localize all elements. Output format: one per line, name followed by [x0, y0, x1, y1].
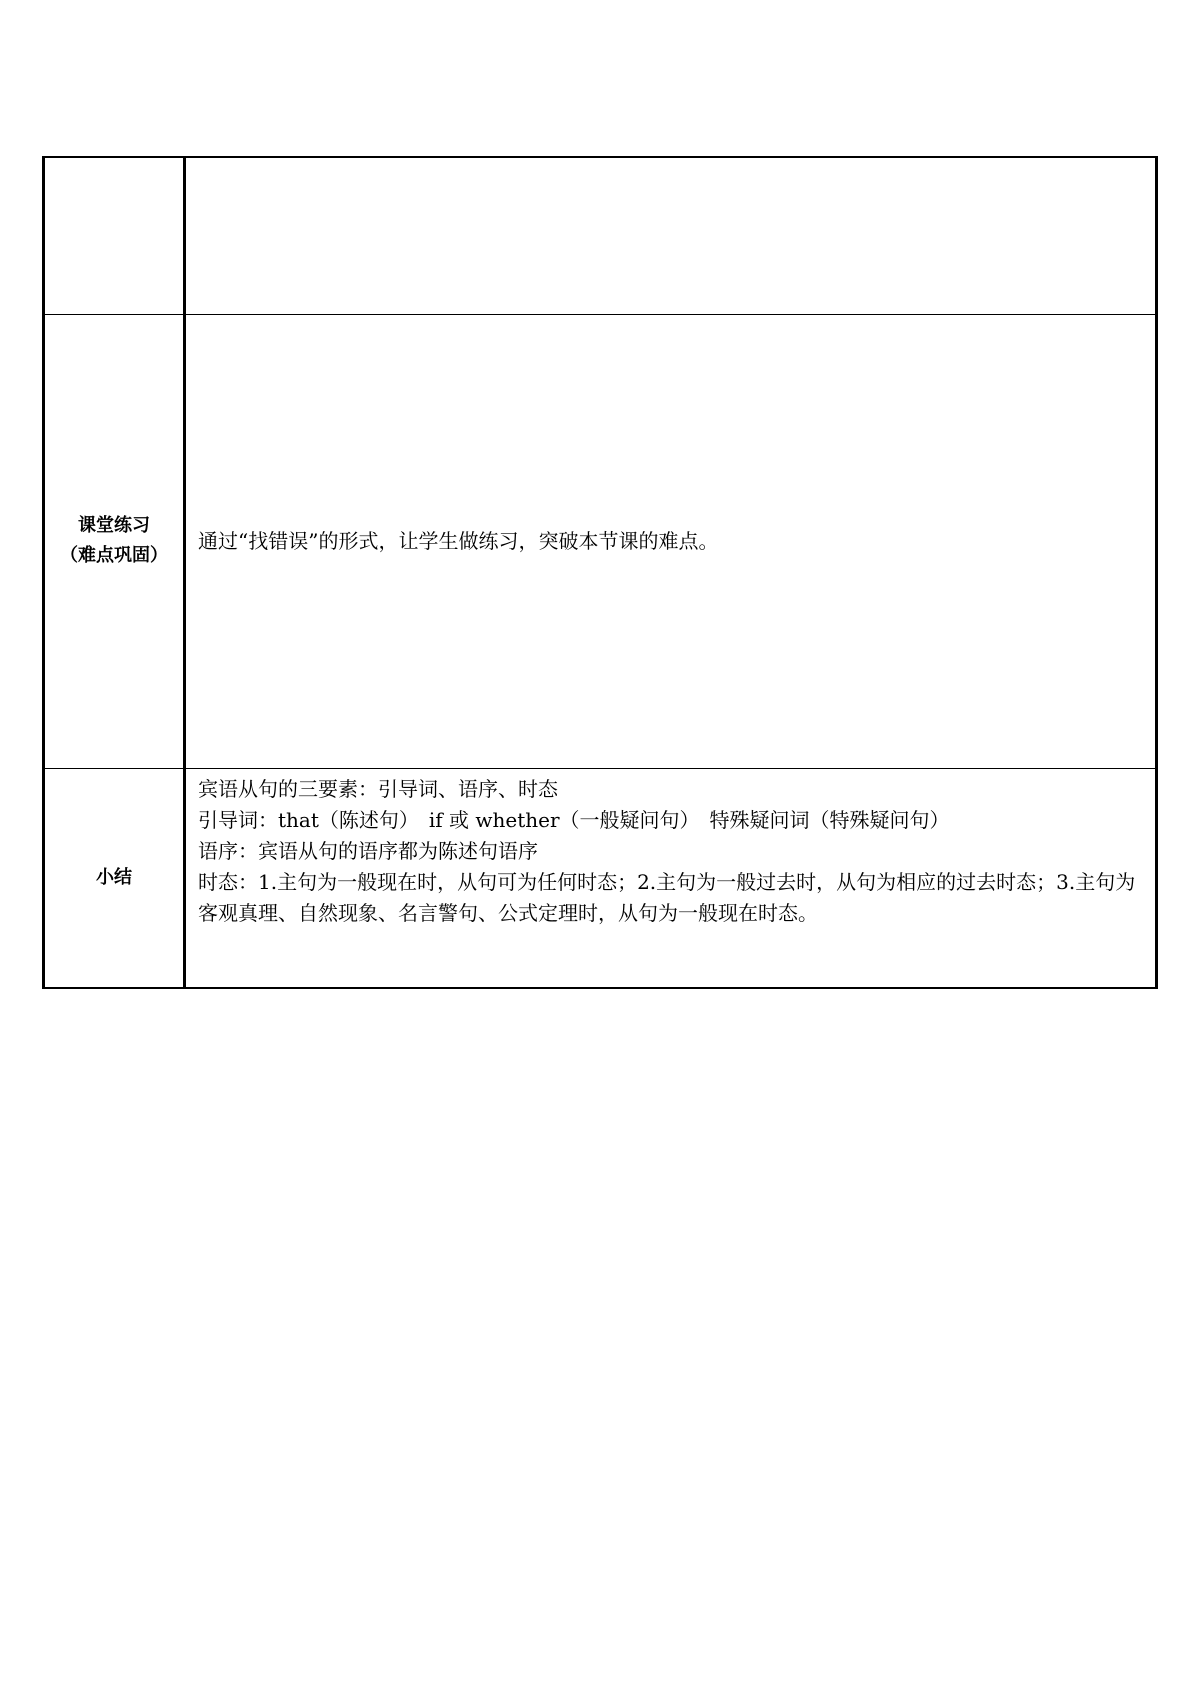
label-summary: 小结 [96, 866, 132, 888]
row-label-cell [44, 768, 185, 988]
row-label-cell [44, 314, 185, 768]
lesson-plan-table [42, 156, 1158, 989]
row-content-cell [185, 157, 1157, 314]
table-row [44, 314, 1157, 768]
label-practice: 课堂练习 [78, 515, 150, 536]
table-row [44, 768, 1157, 988]
summary-line-1: 宾语从句的三要素：引导词、语序、时态 [198, 776, 558, 801]
summary-line-3: 语序：宾语从句的语序都为陈述句语序 [198, 838, 538, 863]
label-practice-sub: （难点巩固） [60, 545, 168, 566]
row-label-cell [44, 157, 185, 314]
summary-line-2: 引导词：that（陈述句） if 或 whether（一般疑问句） 特殊疑问词（特殊疑问句） [198, 807, 950, 832]
summary-line-4: 时态：1.主句为一般现在时，从句可为任何时态；2.主句为一般过去时，从句为相应的过去时态；3.主句为客观真理、自然现象、名言警句、公式定理时，从句为一般现在时态。 [198, 869, 1136, 925]
row-content-cell [185, 314, 1157, 768]
practice-text: 通过“找错误”的形式，让学生做练习，突破本节课的难点。 [198, 528, 719, 553]
row-content-cell [185, 768, 1157, 988]
table-row [44, 157, 1157, 314]
